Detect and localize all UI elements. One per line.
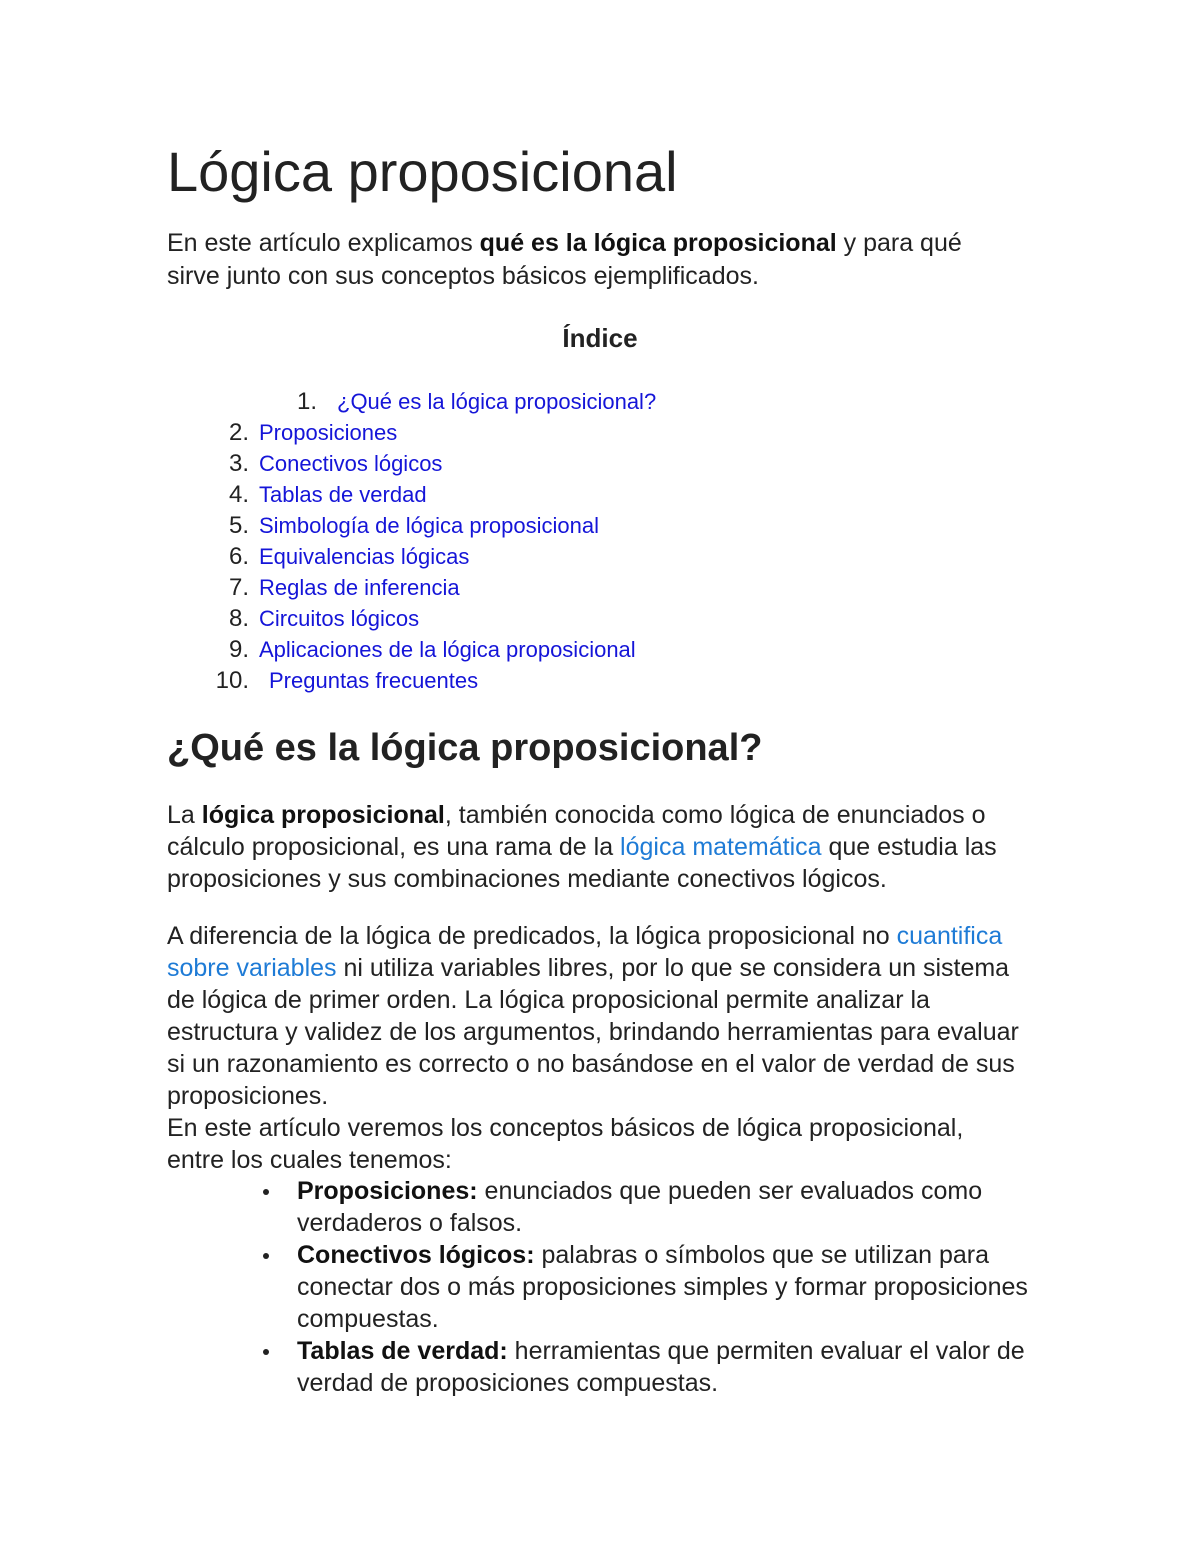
- p1-bold: lógica proposicional: [201, 801, 445, 829]
- toc-number: 8.: [228, 605, 249, 632]
- section-heading: ¿Qué es la lógica proposicional?: [167, 727, 763, 769]
- toc-item: [228, 572, 656, 603]
- bullet-desc: palabras o símbolos que se utilizan para conectar dos o más proposiciones simples y formar proposiciones compuestas.: [297, 1241, 1028, 1333]
- paragraph-differences: [167, 920, 1027, 1112]
- p1-text-c: que estudia las proposiciones y sus combinaciones mediante conectivos lógicos.: [167, 833, 997, 893]
- list-item: [297, 1335, 1037, 1399]
- toc-item: [228, 541, 656, 572]
- toc-number: 7.: [228, 574, 249, 601]
- toc-link-preguntas[interactable]: Preguntas frecuentes: [269, 668, 479, 693]
- intro-text-1: En este artículo explicamos: [167, 229, 480, 257]
- toc-link-tablas[interactable]: Tablas de verdad: [259, 482, 427, 507]
- link-cuantifica-variables[interactable]: cuantifica sobre variables: [167, 922, 1003, 982]
- p1-text-a: La: [167, 801, 202, 829]
- page-title: Lógica proposicional: [167, 140, 678, 203]
- toc-link-circuitos[interactable]: Circuitos lógicos: [259, 606, 420, 631]
- toc-link-equivalencias[interactable]: Equivalencias lógicas: [259, 544, 470, 569]
- concepts-list: [297, 1175, 1037, 1399]
- bullet-term: Conectivos lógicos:: [297, 1241, 535, 1269]
- list-item: [297, 1239, 1037, 1335]
- link-logica-matematica[interactable]: lógica matemática: [620, 833, 822, 861]
- table-of-contents: [215, 386, 657, 696]
- toc-link-simbologia[interactable]: Simbología de lógica proposicional: [259, 513, 599, 538]
- toc-item: [228, 448, 656, 479]
- toc-item: [228, 634, 656, 665]
- toc-number: 4.: [228, 481, 249, 508]
- toc-link-conectivos[interactable]: Conectivos lógicos: [259, 451, 443, 476]
- p2-text-a: A diferencia de la lógica de predicados, la lógica proposicional no: [167, 922, 897, 950]
- toc-item: [228, 510, 656, 541]
- toc-number: 6.: [228, 543, 249, 570]
- toc-item: [228, 417, 656, 448]
- toc-item: [228, 603, 656, 634]
- toc-item: [259, 386, 656, 417]
- toc-link-proposiciones[interactable]: Proposiciones: [259, 420, 398, 445]
- toc-number: 10.: [215, 667, 249, 694]
- bullet-term: Tablas de verdad:: [297, 1337, 508, 1365]
- p2-text-b: ni utiliza variables libres, por lo que se considera un sistema de lógica de primer orden. La lógica proposicional permite analizar la estructura y validez de los argumentos, brindando herramientas para evaluar si un razonamiento es correcto o no basándose en el valor de verdad de sus proposiciones.: [167, 954, 1019, 1110]
- toc-link-aplicaciones[interactable]: Aplicaciones de la lógica proposicional: [259, 637, 636, 662]
- bullet-desc: herramientas que permiten evaluar el valor de verdad de proposiciones compuestas.: [297, 1337, 1025, 1397]
- toc-item: [215, 665, 656, 696]
- list-item: [297, 1175, 1037, 1239]
- intro-bold: qué es la lógica proposicional: [479, 229, 837, 257]
- paragraph-definition: [167, 799, 1027, 895]
- intro-paragraph: [167, 227, 1017, 293]
- paragraph-concepts-intro: En este artículo veremos los conceptos básicos de lógica proposicional, entre los cuales tenemos:: [167, 1114, 964, 1174]
- intro-text-2: y para qué sirve junto con sus conceptos básicos ejemplificados.: [167, 229, 962, 290]
- bullet-term: Proposiciones:: [297, 1177, 478, 1205]
- bullet-desc: enunciados que pueden ser evaluados como verdaderos o falsos.: [297, 1177, 983, 1237]
- index-heading: Índice: [562, 323, 638, 353]
- toc-item: [228, 479, 656, 510]
- toc-number: 9.: [228, 636, 249, 663]
- toc-link-reglas[interactable]: Reglas de inferencia: [259, 575, 460, 600]
- toc-number: 5.: [228, 512, 249, 539]
- p1-text-b: , también conocida como lógica de enunciados o cálculo proposicional, es una rama de la: [167, 801, 986, 861]
- toc-number: 1.: [297, 388, 318, 415]
- toc-link-que-es[interactable]: ¿Qué es la lógica proposicional?: [337, 389, 657, 414]
- toc-number: 3.: [228, 450, 249, 477]
- toc-number: 2.: [228, 419, 249, 446]
